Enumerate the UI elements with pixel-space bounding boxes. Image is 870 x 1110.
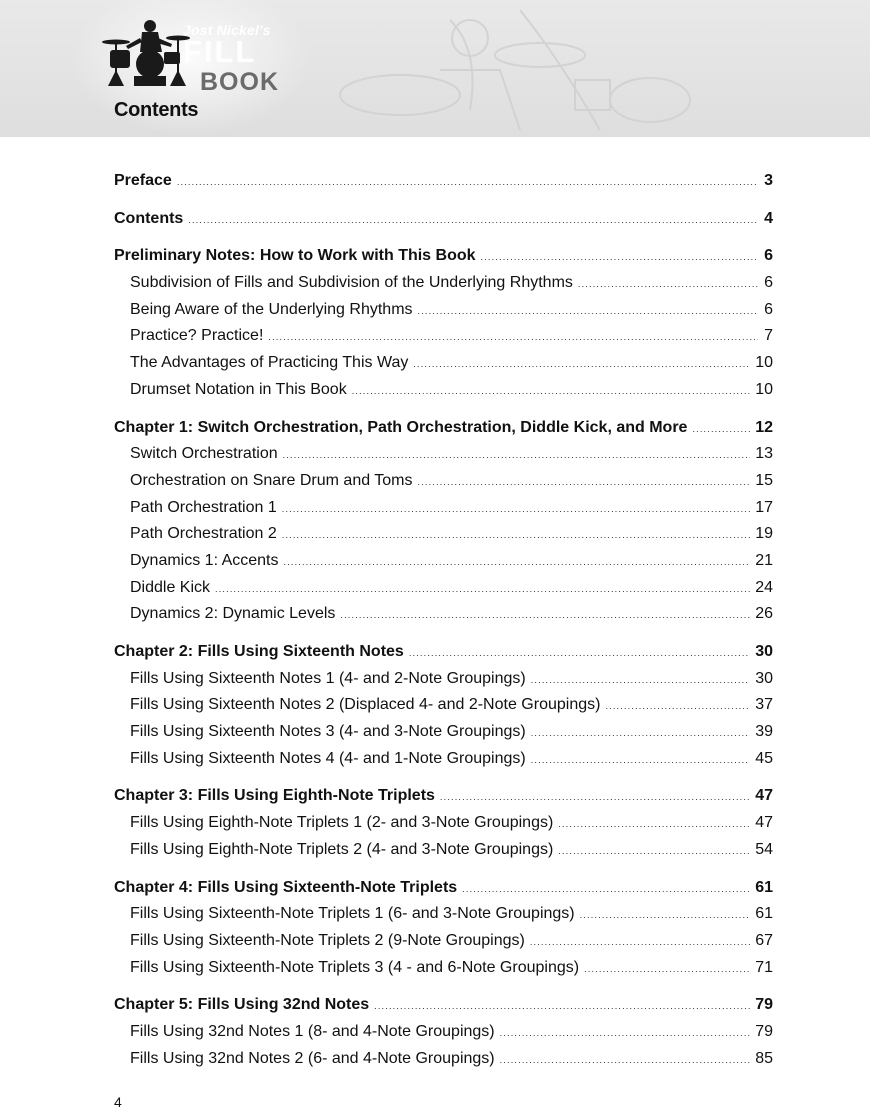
dot-leader: [462, 876, 750, 903]
toc-entry-title: Preface: [114, 172, 172, 189]
toc-entry-title: Fills Using Sixteenth Notes 3 (4- and 3-Note Groupings): [130, 723, 526, 741]
drummer-silhouette-icon: [98, 18, 193, 88]
dot-leader: [692, 416, 750, 443]
toc-section-row: [114, 719, 773, 746]
toc-entry-title: Path Orchestration 1: [130, 498, 277, 516]
toc-section-row: [114, 441, 773, 468]
toc-entry-title: Fills Using Eighth-Note Triplets 2 (4- and 3-Note Groupings): [130, 840, 554, 858]
dot-leader: [531, 667, 750, 694]
toc-section-row: [114, 297, 773, 324]
table-of-contents: [114, 168, 773, 1072]
toc-entry-title: Chapter 1: Switch Orchestration, Path Orchestration, Diddle Kick, and More: [114, 418, 688, 436]
toc-chapter-row: [114, 243, 773, 270]
toc-entry-page: 30: [755, 643, 773, 660]
dot-leader: [282, 522, 750, 549]
toc-chapter-row: [114, 783, 773, 810]
dot-leader: [177, 169, 758, 196]
toc-entry-title: Orchestration on Snare Drum and Toms: [130, 471, 413, 489]
toc-entry-title: Chapter 3: Fills Using Eighth-Note Triplets: [114, 787, 435, 805]
toc-entry-page: 7: [764, 327, 773, 345]
toc-entry-page: 61: [755, 878, 773, 896]
toc-entry-page: 6: [764, 247, 773, 265]
toc-section-row: [114, 810, 773, 837]
toc-entry-title: Fills Using Sixteenth Notes 1 (4- and 2-Note Groupings): [130, 669, 526, 687]
toc-entry-page: 4: [764, 209, 773, 227]
toc-entry-page: 15: [755, 471, 773, 489]
toc-entry-page: 47: [755, 814, 773, 832]
toc-section-row: [114, 270, 773, 297]
toc-entry-page: 21: [755, 551, 773, 569]
toc-chapter-row: [114, 168, 773, 195]
toc-entry-title: The Advantages of Practicing This Way: [130, 354, 409, 372]
toc-entry-title: Fills Using Sixteenth Notes 4 (4- and 1-Note Groupings): [130, 749, 526, 767]
dot-leader: [374, 993, 750, 1020]
dot-leader: [580, 902, 751, 929]
toc-entry-title: Dynamics 2: Dynamic Levels: [130, 605, 336, 623]
toc-section-row: [114, 521, 773, 548]
dot-leader: [282, 496, 750, 523]
toc-chapter-row: [114, 639, 773, 666]
logo-fill: FILL: [183, 34, 257, 69]
toc-entry-page: 6: [764, 274, 773, 292]
dot-leader: [418, 298, 758, 325]
toc-entry-page: 3: [764, 172, 773, 189]
dot-leader: [268, 324, 758, 351]
toc-entry-title: Chapter 5: Fills Using 32nd Notes: [114, 996, 370, 1014]
dot-leader: [558, 838, 750, 865]
dot-leader: [352, 378, 751, 405]
toc-entry-page: 12: [755, 418, 773, 436]
toc-entry-page: 61: [755, 905, 773, 923]
toc-section-row: [114, 601, 773, 628]
toc-entry-title: Subdivision of Fills and Subdivision of the Underlying Rhythms: [130, 274, 573, 292]
toc-entry-title: Chapter 4: Fills Using Sixteenth-Note Triplets: [114, 878, 458, 896]
toc-entry-title: Fills Using 32nd Notes 1 (8- and 4-Note Groupings): [130, 1022, 495, 1040]
toc-section-row: [114, 837, 773, 864]
toc-entry-title: Fills Using Sixteenth Notes 2 (Displaced 4- and 2-Note Groupings): [130, 696, 601, 714]
toc-entry-page: 67: [755, 931, 773, 949]
dot-leader: [530, 929, 750, 956]
toc-entry-title: Fills Using Sixteenth-Note Triplets 1 (6- and 3-Note Groupings): [130, 905, 575, 923]
toc-entry-title: Chapter 2: Fills Using Sixteenth Notes: [114, 643, 404, 660]
toc-entry-title: Fills Using Sixteenth-Note Triplets 2 (9-Note Groupings): [130, 931, 525, 949]
dot-leader: [409, 640, 750, 667]
page-header: [0, 0, 870, 137]
toc-entry-page: 6: [764, 300, 773, 318]
dot-leader: [340, 602, 750, 629]
toc-entry-page: 17: [755, 498, 773, 516]
toc-entry-title: Diddle Kick: [130, 578, 211, 596]
dot-leader: [531, 720, 750, 747]
toc-section-row: [114, 377, 773, 404]
toc-entry-title: Fills Using Eighth-Note Triplets 1 (2- and 3-Note Groupings): [130, 814, 554, 832]
section-title: Contents: [114, 99, 199, 121]
toc-entry-page: 45: [755, 749, 773, 767]
dot-leader: [284, 549, 751, 576]
toc-entry-page: 79: [755, 996, 773, 1014]
toc-section-row: [114, 548, 773, 575]
logo-book: BOOK: [200, 68, 279, 96]
toc-entry-title: Path Orchestration 2: [130, 525, 277, 543]
toc-entry-page: 30: [755, 669, 773, 687]
toc-section-row: [114, 746, 773, 773]
toc-entry-page: 85: [755, 1049, 773, 1067]
toc-entry-page: 10: [755, 380, 773, 398]
dot-leader: [215, 576, 750, 603]
toc-section-row: [114, 468, 773, 495]
toc-entry-title: Drumset Notation in This Book: [130, 380, 347, 398]
toc-entry-title: Switch Orchestration: [130, 445, 278, 463]
dot-leader: [558, 811, 750, 838]
toc-section-row: [114, 350, 773, 377]
toc-section-row: [114, 575, 773, 602]
toc-section-row: [114, 1046, 773, 1073]
toc-entry-page: 71: [755, 958, 773, 976]
toc-entry-title: Contents: [114, 209, 184, 227]
toc-entry-page: 37: [755, 696, 773, 714]
toc-entry-page: 26: [755, 605, 773, 623]
toc-entry-title: Fills Using Sixteenth-Note Triplets 3 (4 - and 6-Note Groupings): [130, 958, 580, 976]
dot-leader: [500, 1020, 751, 1047]
toc-section-row: [114, 692, 773, 719]
toc-entry-page: 24: [755, 578, 773, 596]
dot-leader: [531, 747, 750, 774]
toc-entry-page: 19: [755, 525, 773, 543]
toc-section-row: [114, 955, 773, 982]
dot-leader: [413, 351, 750, 378]
toc-entry-page: 39: [755, 723, 773, 741]
toc-chapter-row: [114, 875, 773, 902]
toc-section-row: [114, 495, 773, 522]
toc-entry-title: Practice? Practice!: [130, 327, 264, 345]
page-number: 4: [114, 1094, 122, 1110]
toc-section-row: [114, 1019, 773, 1046]
toc-chapter-row: [114, 206, 773, 233]
dot-leader: [440, 784, 750, 811]
toc-entry-title: Dynamics 1: Accents: [130, 551, 279, 569]
dot-leader: [578, 271, 758, 298]
toc-entry-title: Being Aware of the Underlying Rhythms: [130, 300, 413, 318]
toc-entry-page: 13: [755, 445, 773, 463]
dot-leader: [481, 244, 758, 271]
toc-entry-page: 79: [755, 1022, 773, 1040]
toc-entry-page: 47: [755, 787, 773, 805]
toc-section-row: [114, 666, 773, 693]
toc-entry-page: 54: [755, 840, 773, 858]
dot-leader: [283, 442, 751, 469]
dot-leader: [188, 207, 758, 234]
toc-chapter-row: [114, 992, 773, 1019]
toc-section-row: [114, 928, 773, 955]
toc-chapter-row: [114, 415, 773, 442]
toc-section-row: [114, 323, 773, 350]
logo-author: Jost Nickel's: [183, 22, 271, 38]
dot-leader: [584, 956, 750, 983]
dot-leader: [500, 1047, 751, 1074]
toc-entry-title: Preliminary Notes: How to Work with This Book: [114, 247, 476, 265]
dot-leader: [605, 693, 750, 720]
toc-entry-page: 10: [755, 354, 773, 372]
dot-leader: [418, 469, 751, 496]
toc-entry-title: Fills Using 32nd Notes 2 (6- and 4-Note Groupings): [130, 1049, 495, 1067]
toc-section-row: [114, 901, 773, 928]
